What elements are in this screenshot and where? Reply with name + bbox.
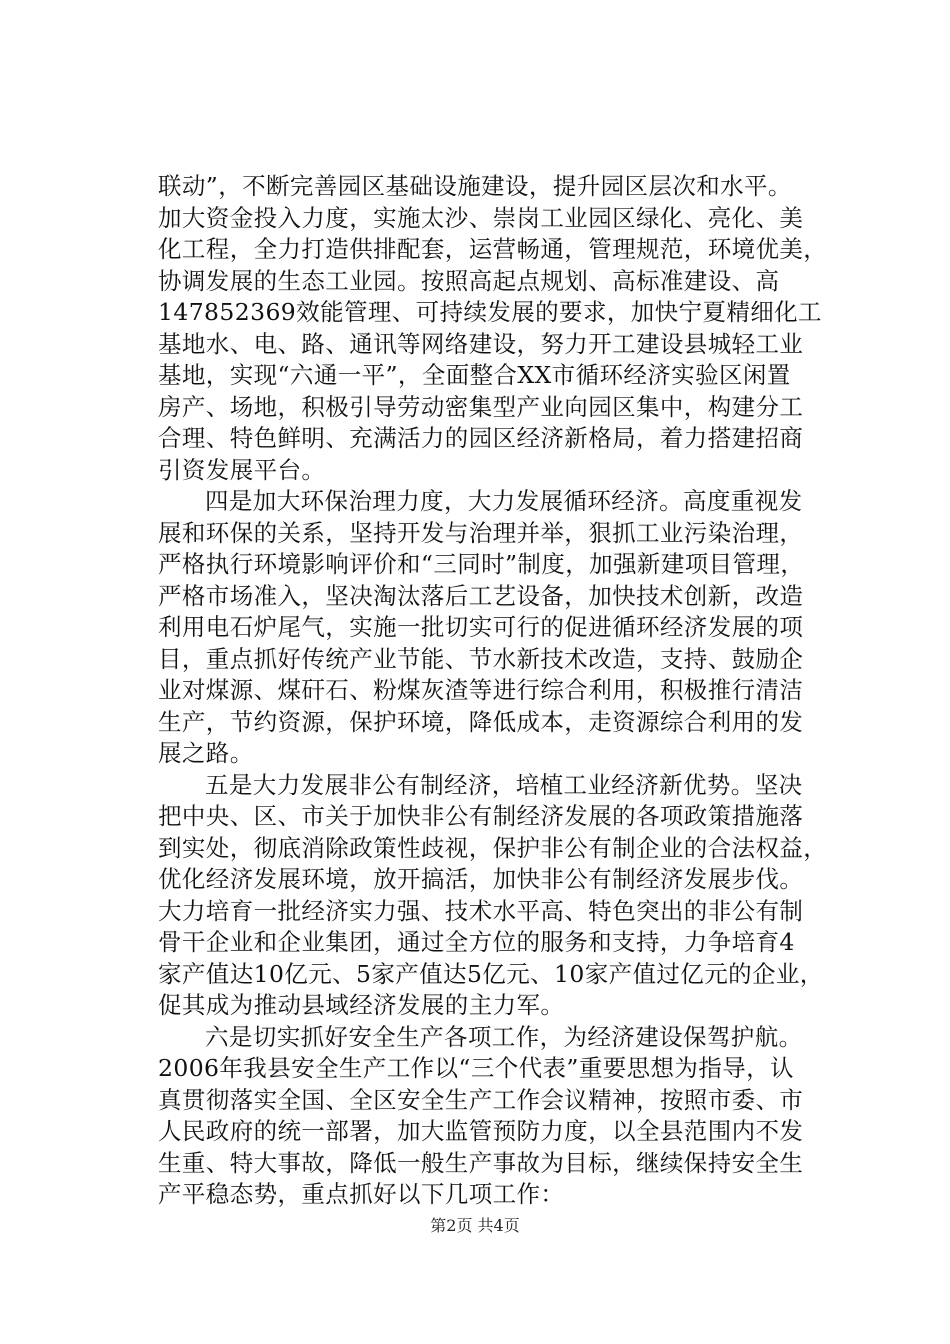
text-line: 人民政府的统一部署，加大监管预防力度，以全县范围内不发 <box>158 1117 804 1145</box>
page-footer: 第2页 共4页 <box>430 1216 520 1235</box>
text-line: 联动”，不断完善园区基础设施建设，提升园区层次和水平。 <box>158 172 792 200</box>
text-line: 六是切实抓好安全生产各项工作，为经济建设保驾护航。 <box>205 1022 803 1051</box>
text-line: 四是加大环保治理力度，大力发展循环经济。高度重视发 <box>205 487 803 515</box>
text-line: 房产、场地，积极引导劳动密集型产业向园区集中，构建分工 <box>158 392 804 421</box>
text-line: 骨干企业和企业集团，通过全方位的服务和支持，力争培育4 <box>158 928 795 956</box>
text-line: 2006年我县安全生产工作以“三个代表”重要思想为指导，认 <box>158 1054 794 1082</box>
text-line: 家产值达10亿元、5家产值达5亿元、10家产值过亿元的企业， <box>158 959 824 988</box>
text-line: 生重、特大事故，降低一般生产事故为目标，继续保持安全生 <box>158 1148 804 1177</box>
text-line: 化工程，全力打造供排配套，运营畅通，管理规范，环境优美， <box>158 235 828 263</box>
text-line: 展和环保的关系，坚持开发与治理并举，狠抓工业污染治理， <box>158 518 804 547</box>
text-line: 优化经济发展环境，放开搞活，加快非公有制经济发展步伐。 <box>158 865 804 893</box>
text-line: 合理、特色鲜明、充满活力的园区经济新格局，着力搭建招商 <box>158 424 804 452</box>
text-line: 加大资金投入力度，实施太沙、崇岗工业园区绿化、亮化、美 <box>158 203 804 232</box>
text-line: 产平稳态势，重点抓好以下几项工作： <box>158 1180 565 1208</box>
text-line: 严格执行环境影响评价和“三同时”制度，加强新建项目管理， <box>158 550 805 578</box>
text-line: 引资发展平台。 <box>158 455 326 484</box>
text-line: 促其成为推动县域经济发展的主力军。 <box>158 991 565 1019</box>
text-line: 利用电石炉尾气，实施一批切实可行的促进循环经济发展的项 <box>158 613 804 641</box>
text-line: 147852369效能管理、可持续发展的要求，加快宁夏精细化工 <box>158 298 822 326</box>
text-line: 大力培育一批经济实力强、技术水平高、特色突出的非公有制 <box>158 896 804 925</box>
text-line: 把中央、区、市关于加快非公有制经济发展的各项政策措施落 <box>158 802 804 830</box>
text-line: 基地，实现“六通一平”，全面整合XX市循环经济实验区闲置 <box>158 361 791 389</box>
text-line: 真贯彻落实全国、全区安全生产工作会议精神，按照市委、市 <box>158 1085 804 1114</box>
text-line: 目，重点抓好传统产业节能、节水新技术改造，支持、鼓励企 <box>158 644 804 673</box>
text-line: 五是大力发展非公有制经济，培植工业经济新优势。坚决 <box>205 770 803 799</box>
text-line: 业对煤源、煤矸石、粉煤灰渣等进行综合利用，积极推行清洁 <box>158 676 804 704</box>
text-line: 严格市场准入，坚决淘汰落后工艺设备，加快技术创新，改造 <box>158 581 804 610</box>
text-line: 协调发展的生态工业园。按照高起点规划、高标准建设、高 <box>158 266 780 295</box>
text-line: 基地水、电、路、通讯等网络建设，努力开工建设县城轻工业 <box>158 329 804 358</box>
text-line: 到实处，彻底消除政策性歧视，保护非公有制企业的合法权益， <box>158 833 828 862</box>
text-line: 展之路。 <box>158 739 254 767</box>
text-line: 生产，节约资源，保护环境，降低成本，走资源综合利用的发 <box>158 707 804 736</box>
